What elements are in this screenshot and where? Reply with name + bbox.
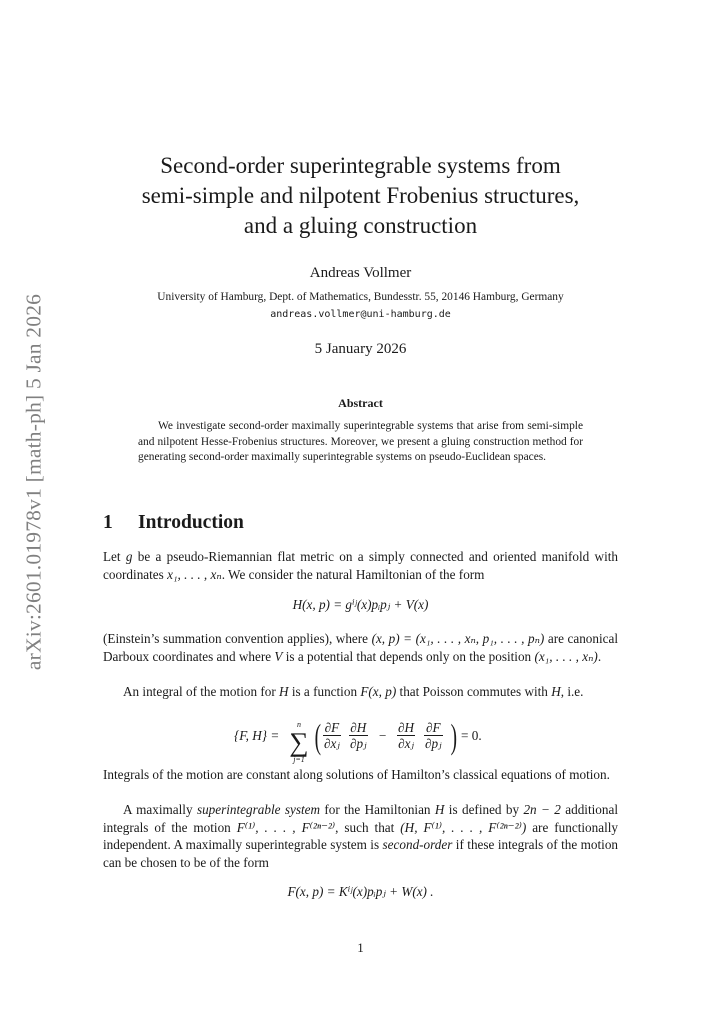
- author-email[interactable]: andreas.vollmer@uni-hamburg.de: [270, 309, 451, 320]
- equation-poisson-bracket: [234, 718, 494, 762]
- page-number: 1: [357, 940, 364, 955]
- paragraph-5: A maximally superintegrable system for the Hamiltonian H is defined by 2n − 2 additional integrals of the motion F⁽¹⁾, . . . , F⁽²ⁿ⁻²⁾, such that (H, F⁽¹⁾, . . . , F⁽²ⁿ⁻²⁾) are functionally independent. A maximally superintegrable system is second-order if these integrals of the motion can be chosen to be of the form: [103, 802, 619, 870]
- fraction: $\frac{\partial F}{\text{∂xⱼ}}$: [324, 720, 340, 751]
- poisson-rhs: = 0.: [461, 728, 482, 743]
- fraction: $\frac{\partial H}{\text{∂xⱼ}}$: [398, 720, 415, 751]
- paragraph-3: An integral of the motion for H is a function F(x, p) that Poisson commutes with H, i.e.: [123, 684, 584, 699]
- paper-date: 5 January 2026: [314, 341, 407, 357]
- abstract-body: [138, 419, 583, 466]
- paragraph-1: Let g be a pseudo-Riemannian flat metric on a simply connected and oriented manifold with coordinates x₁, . . . , xₙ. We consider the natural Hamiltonian of the form: [103, 549, 619, 582]
- paragraph-2: (Einstein’s summation convention applies), where (x, p) = (x₁, . . . , xₙ, p₁, . . . , pₙ) are canonical Darboux coordinates and where V is a potential that depends only on the position (x₁, . . . , xₙ).: [103, 631, 619, 664]
- section-heading: [103, 510, 244, 536]
- paper-title: [0, 151, 721, 241]
- author-affiliation: University of Hamburg, Dept. of Mathematics, Bundesstr. 55, 20146 Hamburg, Germany: [157, 291, 564, 303]
- paragraph-4: Integrals of the motion are constant along solutions of Hamilton’s classical equations of motion.: [103, 767, 610, 782]
- fraction: $\frac{\partial H}{\text{∂pⱼ}}$: [350, 720, 367, 751]
- title-line: semi-simple and nilpotent Frobenius structures,: [141, 183, 580, 208]
- right-paren: ): [450, 717, 458, 756]
- arxiv-stamp[interactable]: arXiv:2601.01978v1 [math-ph] 5 Jan 2026: [21, 293, 46, 671]
- summation: n ∑ j=1: [289, 720, 309, 764]
- section-title: Introduction: [138, 512, 244, 533]
- author-name: Andreas Vollmer: [309, 265, 412, 281]
- title-line: and a gluing construction: [243, 213, 478, 238]
- abstract-text: We investigate second-order maximally superintegrable systems that arise from semi-simple and nilpotent Hesse-Frobenius structures. Moreover, we present a gluing construction method for generating second-order maximally superintegrable systems on pseudo-Euclidean spaces.: [138, 420, 583, 464]
- equation-second-order-integral: F(x, p) = Kⁱʲ(x)pᵢpⱼ + W(x) .: [287, 884, 434, 899]
- section-number: 1: [103, 512, 113, 533]
- abstract-heading: Abstract: [338, 396, 383, 410]
- left-paren: (: [314, 717, 322, 756]
- poisson-lhs: {F, H} =: [234, 728, 280, 743]
- title-line: Second-order superintegrable systems from: [160, 153, 561, 178]
- fraction: $\frac{\partial F}{\text{∂pⱼ}}$: [425, 720, 442, 751]
- minus-sign: −: [379, 728, 387, 743]
- equation-hamiltonian: H(x, p) = gⁱʲ(x)pᵢpⱼ + V(x): [292, 597, 429, 612]
